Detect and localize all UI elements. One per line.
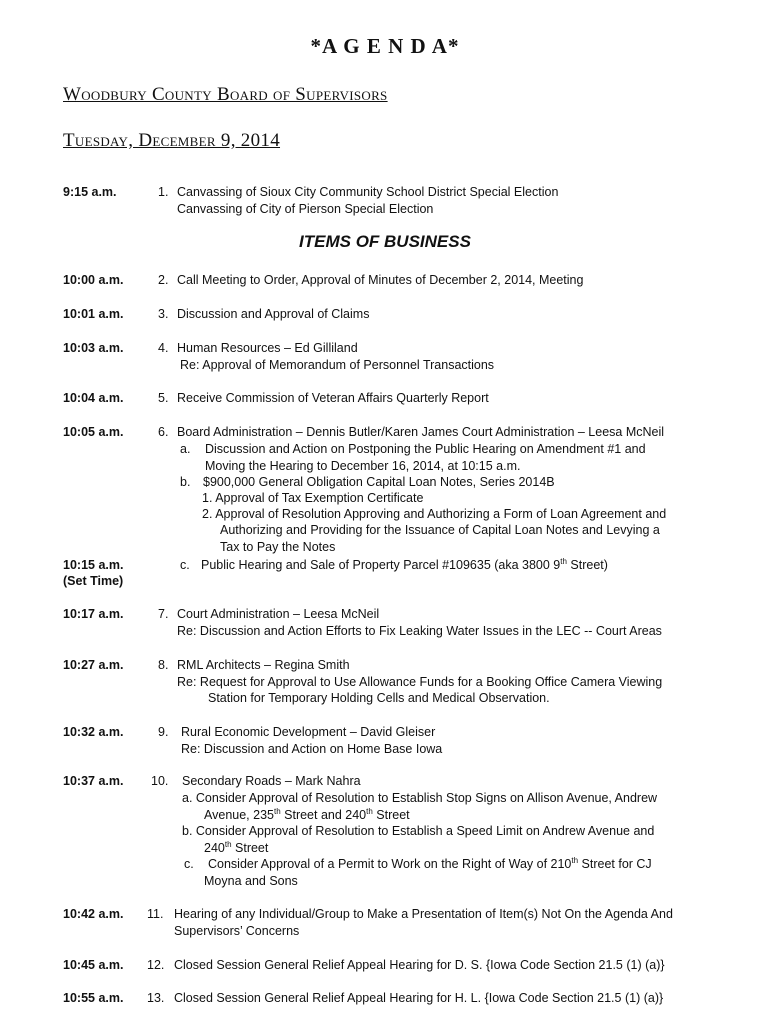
item-8-number: 8. <box>158 658 169 672</box>
item-10c-marker: c. <box>184 857 194 871</box>
item-10b-superscript: th <box>224 839 232 849</box>
item-1-time: 9:15 a.m. <box>63 185 117 199</box>
item-11-line-1: Hearing of any Individual/Group to Make a Presentation of Item(s) Not On the Agenda And <box>174 907 673 921</box>
item-10a-line-2 <box>204 807 410 824</box>
item-10a-line-2-middle: Street and 240 <box>280 808 367 822</box>
item-2-text: Call Meeting to Order, Approval of Minutes of December 2, 2014, Meeting <box>177 273 584 287</box>
item-4-line-2: Re: Approval of Memorandum of Personnel Transactions <box>180 357 495 372</box>
item-7-time: 10:17 a.m. <box>63 607 124 621</box>
item-6-heading: Board Administration – Dennis Butler/Karen James Court Administration – Leesa McNeil <box>177 425 665 439</box>
item-6c-text-end: Street) <box>566 558 608 572</box>
organization-name: Woodbury County Board of Supervisors <box>63 84 388 105</box>
item-9-line-2: Re: Discussion and Action on Home Base Iowa <box>181 741 443 756</box>
item-8-line-1: RML Architects – Regina Smith <box>177 658 350 672</box>
item-1-line-2: Canvassing of City of Pierson Special Election <box>177 201 434 216</box>
item-6c-text <box>201 557 608 574</box>
item-12-time: 10:45 a.m. <box>63 958 124 972</box>
item-7-number: 7. <box>158 607 169 621</box>
item-3-text: Discussion and Approval of Claims <box>177 307 370 321</box>
item-9-line-1: Rural Economic Development – David Gleiser <box>181 725 436 739</box>
item-6c-time <box>63 557 123 589</box>
item-11-line-2: Supervisors’ Concerns <box>174 923 300 938</box>
item-13-number: 13. <box>147 991 165 1005</box>
item-10b-line-2 <box>204 840 268 857</box>
item-7-line-1: Court Administration – Leesa McNeil <box>177 607 380 621</box>
item-6b-subitem-1: 1. Approval of Tax Exemption Certificate <box>202 491 424 505</box>
item-6b-subitem-2-line-3: Tax to Pay the Notes <box>220 540 336 554</box>
item-3-time: 10:01 a.m. <box>63 307 124 321</box>
item-6c-marker: c. <box>180 558 190 572</box>
item-10c-line-1-start: Consider Approval of a Permit to Work on the Right of Way of 210 <box>208 857 572 871</box>
item-6a-line-1: Discussion and Action on Postponing the Public Hearing on Amendment #1 and <box>205 442 646 456</box>
item-5-number: 5. <box>158 391 169 405</box>
items-of-business-heading: ITEMS OF BUSINESS <box>299 232 471 251</box>
item-3-number: 3. <box>158 307 169 321</box>
item-13-time: 10:55 a.m. <box>63 991 124 1005</box>
item-6b-subitem-2-line-2: Authorizing and Providing for the Issuance of Capital Loan Notes and Levying a <box>220 523 660 537</box>
item-6c-superscript: th <box>560 556 567 566</box>
item-10b-line-2-start: 240 <box>204 841 225 855</box>
item-4-number: 4. <box>158 341 169 355</box>
item-6-time: 10:05 a.m. <box>63 425 124 439</box>
item-6c-text-main: Public Hearing and Sale of Property Parcel #109635 (aka 3800 9 <box>201 558 561 572</box>
item-12-number: 12. <box>147 958 165 972</box>
item-2-number: 2. <box>158 273 169 287</box>
item-6a-text <box>205 441 646 474</box>
item-10-number: 10. <box>151 774 169 788</box>
agenda-title: *A G E N D A* <box>310 34 460 58</box>
item-11-number: 11. <box>147 907 164 921</box>
item-6b-subitem-2: 2. Approval of Resolution Approving and Authorizing a Form of Loan Agreement and <box>202 507 667 521</box>
item-8-line-2: Re: Request for Approval to Use Allowance Funds for a Booking Office Camera Viewing <box>177 674 663 689</box>
item-9-number: 9. <box>158 725 169 739</box>
item-10a-superscript-2: th <box>366 806 373 816</box>
item-10b-line-1: b. Consider Approval of Resolution to Establish a Speed Limit on Andrew Avenue and <box>182 824 655 838</box>
item-10c-line-1 <box>208 856 652 873</box>
item-4-time: 10:03 a.m. <box>63 341 124 355</box>
item-6b-text: $900,000 General Obligation Capital Loan Notes, Series 2014B <box>203 475 555 489</box>
item-11-text <box>174 906 673 939</box>
item-10-time: 10:37 a.m. <box>63 774 124 788</box>
item-1-text <box>177 184 558 217</box>
item-6b-marker: b. <box>180 475 191 489</box>
item-10a-line-2-end: Street <box>372 808 410 822</box>
item-6c-time-value: 10:15 a.m. <box>63 558 124 572</box>
item-1-line-1: Canvassing of Sioux City Community School District Special Election <box>177 185 559 199</box>
item-10b-line-2-end: Street <box>231 841 269 855</box>
item-13-text: Closed Session General Relief Appeal Hearing for H. L. {Iowa Code Section 21.5 (1) (a)} <box>174 991 664 1005</box>
meeting-date: Tuesday, December 9, 2014 <box>63 130 281 151</box>
item-10c-superscript: th <box>571 855 579 865</box>
item-10a-superscript-1: th <box>273 806 281 816</box>
item-8-time: 10:27 a.m. <box>63 658 124 672</box>
item-7-text <box>177 606 662 639</box>
item-4-line-1: Human Resources – Ed Gilliland <box>177 341 358 355</box>
item-10c-line-2: Moyna and Sons <box>204 874 298 888</box>
item-7-line-2: Re: Discussion and Action Efforts to Fix Leaking Water Issues in the LEC -- Court Areas <box>177 623 662 638</box>
item-1-number: 1. <box>158 185 169 199</box>
item-12-text: Closed Session General Relief Appeal Hearing for D. S. {Iowa Code Section 21.5 (1) (a)} <box>174 958 665 972</box>
item-9-text <box>181 724 442 757</box>
item-10c-line-1-end: Street for CJ <box>578 857 652 871</box>
item-10-heading: Secondary Roads – Mark Nahra <box>182 774 361 788</box>
item-8-line-3: Station for Temporary Holding Cells and Medical Observation. <box>208 691 550 705</box>
item-6a-line-2: Moving the Hearing to December 16, 2014, at 10:15 a.m. <box>205 458 521 473</box>
item-2-time: 10:00 a.m. <box>63 273 124 287</box>
item-6c-set-time: (Set Time) <box>63 574 124 588</box>
item-5-text: Receive Commission of Veteran Affairs Quarterly Report <box>177 391 489 405</box>
item-6a-marker: a. <box>180 442 191 456</box>
item-5-time: 10:04 a.m. <box>63 391 124 405</box>
item-11-time: 10:42 a.m. <box>63 907 124 921</box>
item-6-number: 6. <box>158 425 169 439</box>
item-4-text <box>177 340 494 373</box>
item-10a-line-1: a. Consider Approval of Resolution to Establish Stop Signs on Allison Avenue, Andrew <box>182 791 658 805</box>
item-10a-line-2-start: Avenue, 235 <box>204 808 274 822</box>
item-9-time: 10:32 a.m. <box>63 725 124 739</box>
item-8-text <box>177 657 662 707</box>
